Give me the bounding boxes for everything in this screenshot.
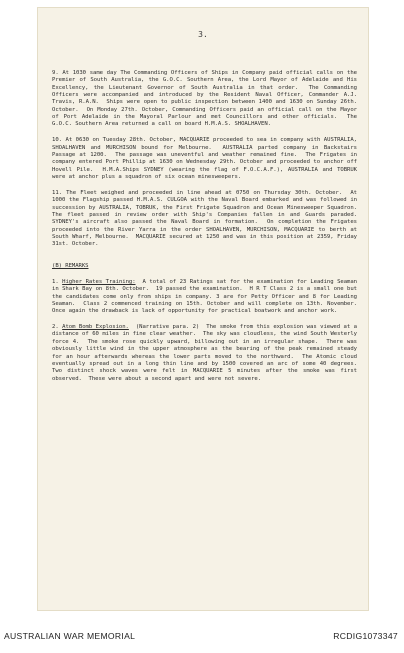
paragraph-text: At 1030 same day The Commanding Officers of Ships in Company paid official calls on the Premier of South Australia, the G.O.C. Southern Area, the Lord Mayor of Adelaide and His Excellency, the Lieutenant Governor of South Australia in that order. The Commanding Officers were accompanied and introduced by the Resident Naval Officer, Commander A.J. Travis, R.A.N. Ships were open to public inspection between 1400 and 1630 on Sunday 26th. October. On Monday 27th. October, Commanding Officers paid an official call on the Mayor of Port Adelaide in the Mayoral Parlour and met Councillors and other officials. The G.O.C. Southern Area returned a call on board H.M.A.S. SHOALHAVEN. — [52, 70, 361, 128]
paragraph-number: 9. — [52, 70, 59, 76]
paragraph-11 — [52, 189, 364, 249]
remark-text: A total of 23 Ratings sat for the examination for Leading Seaman in Shark Bay on 8th. October. 19 passed the examination. H R T Class 2 is a small one but the candidates come only from ships in company. 3 are for Petty Officer and 8 for Leading Seaman. Class 2 commenced training on 15th. October and will complete on 13th. November. Once again the drawback is lack of opportunity for practical boatwork and anchor work. — [52, 278, 364, 315]
paragraph-10 — [52, 137, 361, 181]
remark-title: Atom Bomb Explosion. — [62, 324, 129, 331]
remark-number: 2. — [52, 324, 59, 331]
remark-number: 1. — [52, 278, 59, 285]
remark-title: Higher Rates Training: — [62, 278, 136, 285]
archive-name: AUSTRALIAN WAR MEMORIAL — [4, 631, 136, 641]
paragraph-9 — [52, 70, 361, 129]
archive-footer — [0, 617, 404, 647]
page-number: 3. — [198, 30, 208, 39]
paragraph-text: The Fleet weighed and proceeded in line ahead at 0750 on Thursday 30th. October. At 1000 the Flagship passed H.M.A.S. CULGOA with the Naval Board embarked and was followed in succession by AUSTRALIA, TOBRUK, the First Frigate Squadron and Ocean Minesweeper Squadron. The fleet passed in review order with Ship's Companies fallen in and Guards paraded. SYDNEY's aircraft also passed the Naval Board in formation. On completion the Frigates proceeded into the River Yarra in the order SHOALHAVEN, MURCHISON, MACQUARIE to berth at South Wharf, Melbourne. MACQUARIE secured at 1250 and was in this position at 2359, Friday 31st. October. — [52, 189, 364, 248]
paragraph-number: 11. — [52, 189, 62, 196]
remarks-heading: (B) REMARKS — [52, 262, 89, 269]
record-id: RCDIG1073347 — [333, 631, 398, 641]
paragraph-text: At 0630 on Tuesday 28th. October, MACQUARIE proceeded to sea in company with AUSTRALIA, SHOALHAVEN and MURCHISON bound for Melbourne. AUSTRALIA parted company in Backstairs Passage at 1200. The passage was uneventful and weather remained fine. The Frigates in company entered Port Phillip at 1630 on Wednesday 29th. October and proceeded to anchor off Hovell Pile. H.M.A.Ships SYDNEY (wearing the flag of F.O.C.A.F.), AUSTRALIA and TOBRUK were at anchor plus a squadron of six ocean minesweepers. — [52, 137, 361, 180]
document-page — [38, 8, 368, 610]
paragraph-number: 10. — [52, 137, 62, 144]
remark-1 — [52, 278, 364, 316]
remark-2 — [52, 324, 364, 383]
document-body — [52, 70, 364, 391]
remark-text: (Narrative para. 2) The smoke from this explosion was viewed at a distance of 60 miles in fine clear weather. The sky was cloudless, the wind South Westerly force 4. The smoke rose quickly upward, billowing out in an irregular shape. There was obviously little wind in the upper atmosphere as the bearing of the peak remained steady for an hour afterwards whereas the lower parts moved to the northward. The Atomic cloud eventually spread out in a long thin line and by 1500 covered an arc of some 40 degrees. Two distinct shock waves were felt in MACQUARIE 5 minutes after the smoke was first observed. These were about a second apart and were not severe. — [52, 324, 364, 382]
